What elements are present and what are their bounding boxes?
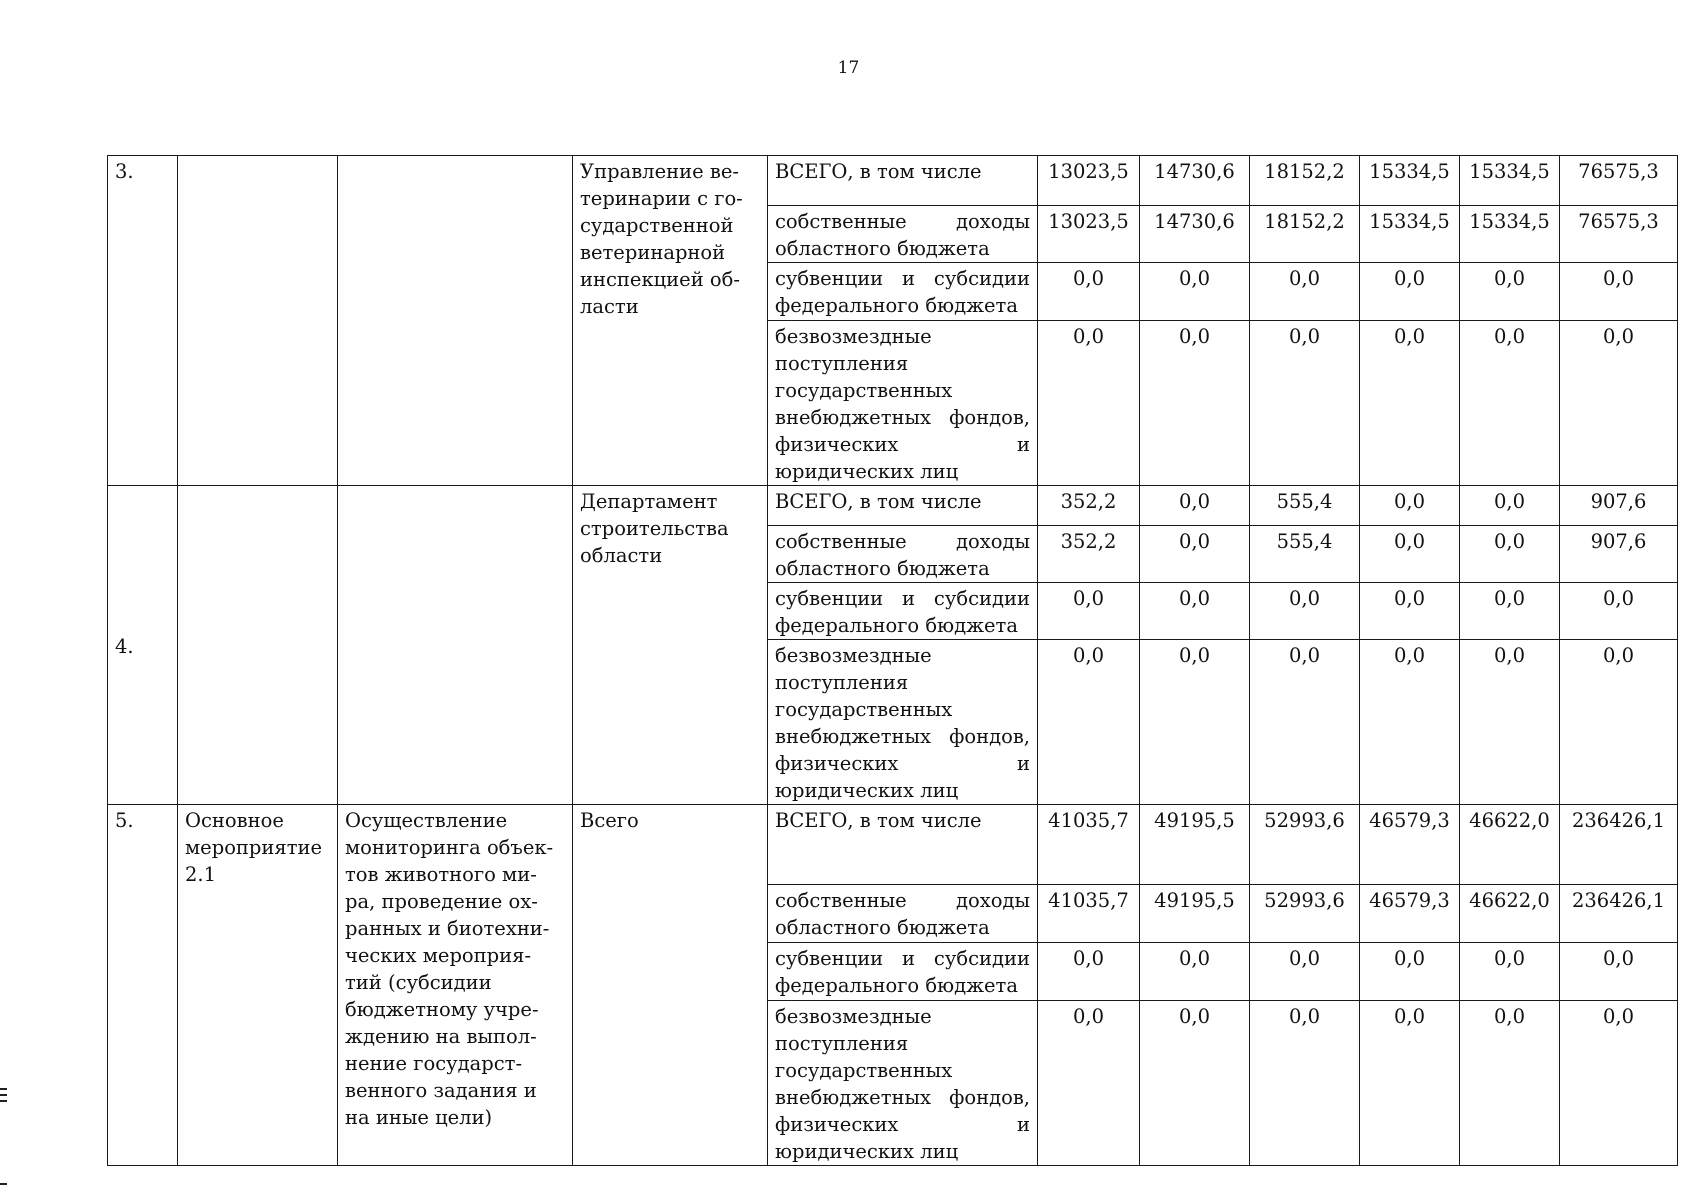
funding-source-cell xyxy=(768,206,1038,263)
value-cell: 14730,6 xyxy=(1140,156,1250,206)
value-cell: 46622,0 xyxy=(1460,805,1560,885)
value-cell: 0,0 xyxy=(1460,583,1560,640)
value-cell: 0,0 xyxy=(1250,640,1360,805)
value-cell: 0,0 xyxy=(1360,583,1460,640)
funding-source-label: безвозмездные поступления государственных внебюджетных фондов, физических и юридических лиц xyxy=(775,325,1030,483)
funding-source-label: собственные доходы областного бюджета xyxy=(775,210,1030,260)
funding-source-cell xyxy=(768,526,1038,583)
funding-source-label: собственные доходы областного бюджета xyxy=(775,530,1030,580)
funding-source-label: ВСЕГО, в том числе xyxy=(775,809,982,832)
activity-cell xyxy=(178,156,338,486)
funding-source-cell xyxy=(768,943,1038,1001)
value-cell: 555,4 xyxy=(1250,526,1360,583)
value-cell: 0,0 xyxy=(1460,1001,1560,1166)
value-cell: 13023,5 xyxy=(1038,206,1140,263)
value-cell: 15334,5 xyxy=(1460,156,1560,206)
value-cell: 0,0 xyxy=(1460,263,1560,321)
value-cell: 0,0 xyxy=(1038,583,1140,640)
value-cell: 0,0 xyxy=(1140,640,1250,805)
value-cell: 555,4 xyxy=(1250,486,1360,526)
value-cell: 0,0 xyxy=(1140,526,1250,583)
value-cell: 0,0 xyxy=(1560,321,1678,486)
funding-source-cell xyxy=(768,805,1038,885)
value-cell: 14730,6 xyxy=(1140,206,1250,263)
value-cell: 0,0 xyxy=(1250,263,1360,321)
description-cell xyxy=(338,156,573,486)
value-cell: 0,0 xyxy=(1460,526,1560,583)
value-cell: 0,0 xyxy=(1140,943,1250,1001)
value-cell: 41035,7 xyxy=(1038,885,1140,943)
value-cell: 15334,5 xyxy=(1460,206,1560,263)
table-row xyxy=(108,805,1678,885)
margin-mark xyxy=(0,1100,7,1102)
margin-mark xyxy=(0,1094,7,1096)
value-cell: 0,0 xyxy=(1460,321,1560,486)
value-cell: 0,0 xyxy=(1038,1001,1140,1166)
executor-cell: Управление ве- теринарии с го- сударственной ветеринарной инспекцией об- ласти xyxy=(573,156,768,486)
value-cell: 0,0 xyxy=(1460,943,1560,1001)
funding-source-label: субвенции и субсидии федерального бюджета xyxy=(775,947,1030,997)
value-cell: 0,0 xyxy=(1360,943,1460,1001)
funding-source-label: ВСЕГО, в том числе xyxy=(775,490,982,513)
funding-source-label: безвозмездные поступления государственных внебюджетных фондов, физических и юридических лиц xyxy=(775,1005,1030,1163)
funding-source-label: собственные доходы областного бюджета xyxy=(775,889,1030,939)
value-cell: 236426,1 xyxy=(1560,885,1678,943)
funding-source-cell xyxy=(768,321,1038,486)
value-cell: 52993,6 xyxy=(1250,885,1360,943)
value-cell: 76575,3 xyxy=(1560,156,1678,206)
value-cell: 907,6 xyxy=(1560,486,1678,526)
value-cell: 0,0 xyxy=(1560,1001,1678,1166)
description-cell: Осуществление мониторинга объек- тов животного ми- ра, проведение ох- ранных и биотехни- ческих мероприя- тий (субсидии бюджетному учре- ждению на выпол- нение государст- венного задания и на иные цели) xyxy=(338,805,573,1166)
value-cell: 236426,1 xyxy=(1560,805,1678,885)
value-cell: 18152,2 xyxy=(1250,156,1360,206)
funding-source-cell xyxy=(768,885,1038,943)
value-cell: 0,0 xyxy=(1460,640,1560,805)
value-cell: 46579,3 xyxy=(1360,805,1460,885)
value-cell: 52993,6 xyxy=(1250,805,1360,885)
value-cell: 0,0 xyxy=(1560,640,1678,805)
funding-source-cell xyxy=(768,263,1038,321)
value-cell: 0,0 xyxy=(1360,526,1460,583)
value-cell: 0,0 xyxy=(1360,263,1460,321)
row-number: 4. xyxy=(108,486,178,805)
funding-source-cell xyxy=(768,583,1038,640)
value-cell: 0,0 xyxy=(1140,486,1250,526)
executor-cell: Всего xyxy=(573,805,768,1166)
funding-source-cell xyxy=(768,156,1038,206)
value-cell: 0,0 xyxy=(1560,263,1678,321)
value-cell: 49195,5 xyxy=(1140,885,1250,943)
value-cell: 0,0 xyxy=(1560,943,1678,1001)
value-cell: 0,0 xyxy=(1250,1001,1360,1166)
value-cell: 13023,5 xyxy=(1038,156,1140,206)
table-row xyxy=(108,156,1678,206)
executor-cell: Департамент строительства области xyxy=(573,486,768,805)
value-cell: 46622,0 xyxy=(1460,885,1560,943)
activity-cell: Основное мероприятие 2.1 xyxy=(178,805,338,1166)
value-cell: 0,0 xyxy=(1140,321,1250,486)
budget-table xyxy=(107,155,1678,1166)
funding-source-label: ВСЕГО, в том числе xyxy=(775,160,982,183)
value-cell: 907,6 xyxy=(1560,526,1678,583)
value-cell: 49195,5 xyxy=(1140,805,1250,885)
value-cell: 41035,7 xyxy=(1038,805,1140,885)
value-cell: 0,0 xyxy=(1250,943,1360,1001)
value-cell: 352,2 xyxy=(1038,486,1140,526)
value-cell: 0,0 xyxy=(1250,321,1360,486)
funding-source-cell xyxy=(768,1001,1038,1166)
funding-source-cell xyxy=(768,640,1038,805)
funding-source-label: субвенции и субсидии федерального бюджета xyxy=(775,267,1030,317)
value-cell: 0,0 xyxy=(1360,640,1460,805)
value-cell: 18152,2 xyxy=(1250,206,1360,263)
value-cell: 0,0 xyxy=(1360,486,1460,526)
value-cell: 0,0 xyxy=(1460,486,1560,526)
value-cell: 0,0 xyxy=(1360,321,1460,486)
value-cell: 0,0 xyxy=(1140,583,1250,640)
value-cell: 15334,5 xyxy=(1360,156,1460,206)
value-cell: 0,0 xyxy=(1038,943,1140,1001)
description-cell xyxy=(338,486,573,805)
value-cell: 0,0 xyxy=(1038,640,1140,805)
page-number: 17 xyxy=(837,58,860,78)
value-cell: 0,0 xyxy=(1038,321,1140,486)
funding-source-label: субвенции и субсидии федерального бюджета xyxy=(775,587,1030,637)
value-cell: 0,0 xyxy=(1250,583,1360,640)
value-cell: 76575,3 xyxy=(1560,206,1678,263)
margin-mark xyxy=(0,1183,7,1185)
row-number: 3. xyxy=(108,156,178,486)
value-cell: 0,0 xyxy=(1360,1001,1460,1166)
table-row xyxy=(108,486,1678,526)
row-number: 5. xyxy=(108,805,178,1166)
value-cell: 352,2 xyxy=(1038,526,1140,583)
value-cell: 0,0 xyxy=(1140,263,1250,321)
value-cell: 0,0 xyxy=(1038,263,1140,321)
value-cell: 46579,3 xyxy=(1360,885,1460,943)
value-cell: 0,0 xyxy=(1560,583,1678,640)
activity-cell xyxy=(178,486,338,805)
funding-source-cell xyxy=(768,486,1038,526)
funding-source-label: безвозмездные поступления государственных внебюджетных фондов, физических и юридических лиц xyxy=(775,644,1030,802)
margin-mark xyxy=(0,1088,7,1090)
value-cell: 15334,5 xyxy=(1360,206,1460,263)
value-cell: 0,0 xyxy=(1140,1001,1250,1166)
